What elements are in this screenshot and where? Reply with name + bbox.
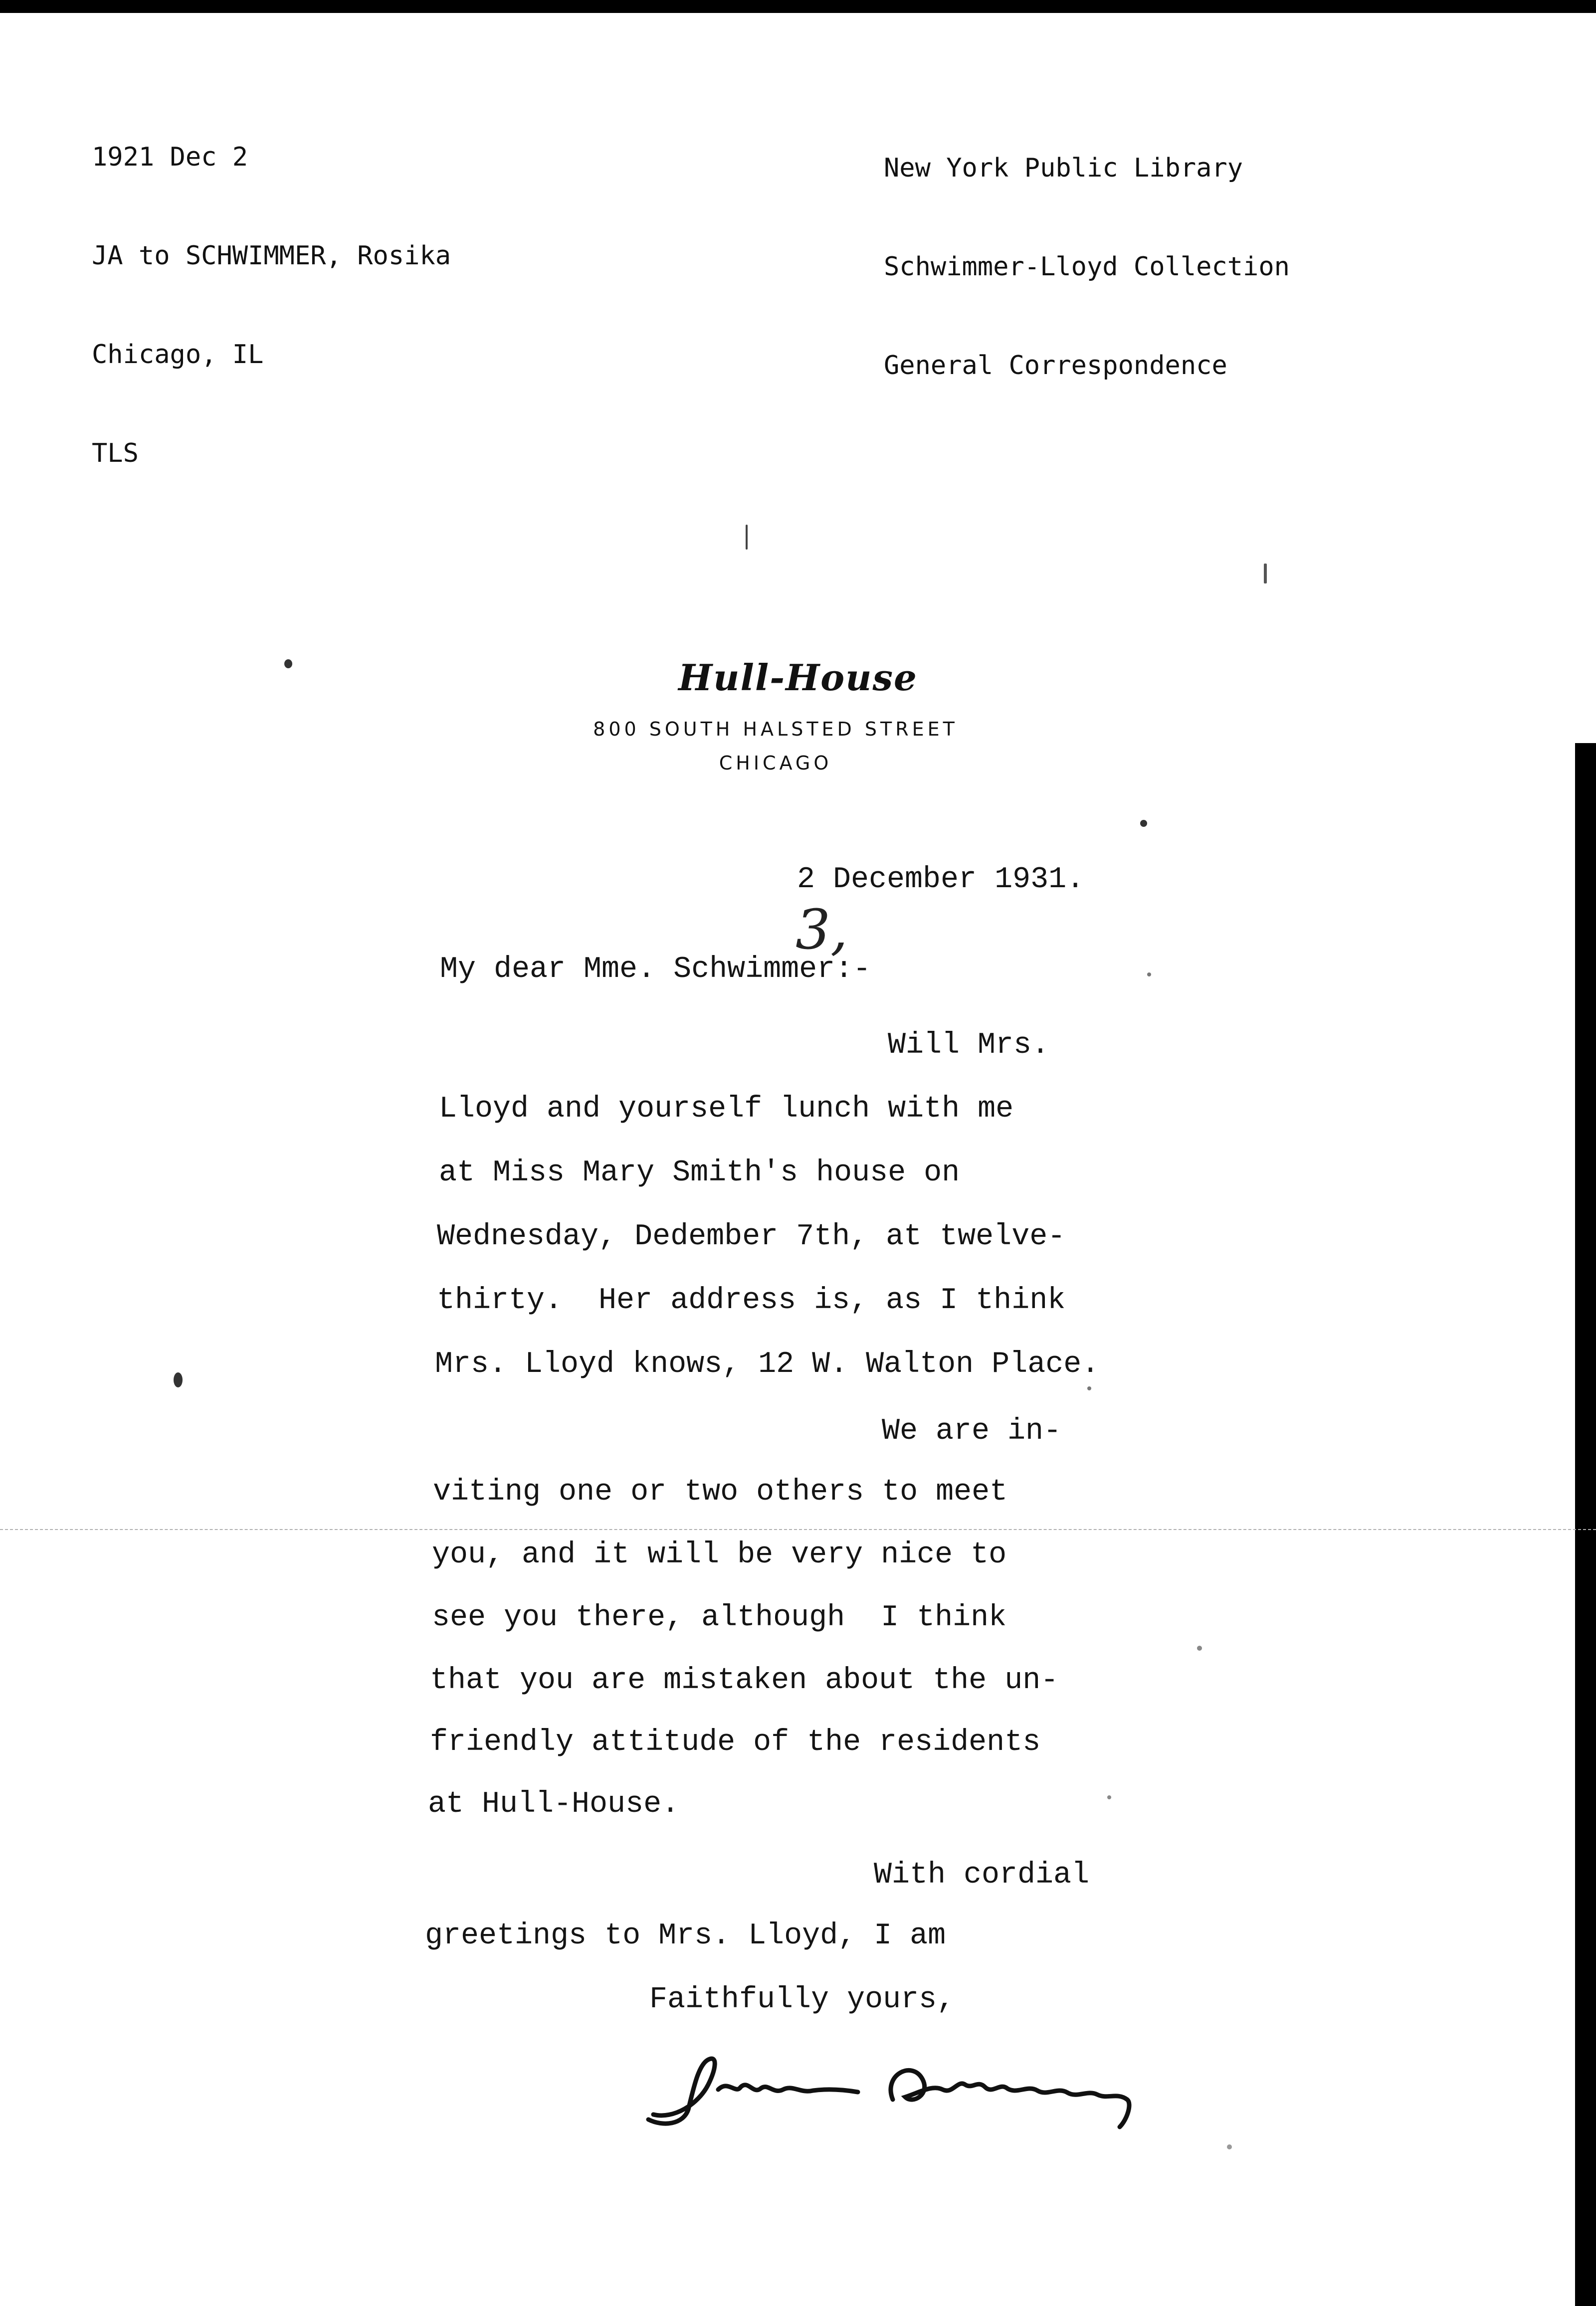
catalog-metadata-right xyxy=(884,86,1290,415)
catalog-series: General Correspondence xyxy=(884,351,1227,381)
letter-line: see you there, although I think xyxy=(432,1601,1007,1635)
letter-line: you, and it will be very nice to xyxy=(432,1538,1007,1572)
scan-speck xyxy=(174,1372,183,1387)
letterhead-name: Hull-House xyxy=(678,656,918,699)
letter-line: friendly attitude of the residents xyxy=(430,1726,1041,1759)
date-correction-mark: 3, xyxy=(796,898,848,961)
scan-right-border xyxy=(1575,743,1596,2306)
letter-line: greetings to Mrs. Lloyd, I am xyxy=(425,1919,946,1953)
letter-line: Lloyd and yourself lunch with me xyxy=(439,1092,1014,1126)
letter-line: Wednesday, Dedember 7th, at twelve- xyxy=(437,1220,1066,1254)
letter-line: viting one or two others to meet xyxy=(433,1475,1008,1509)
catalog-repository: New York Public Library xyxy=(884,153,1243,183)
scan-speck xyxy=(1107,1795,1111,1799)
letter-closing: Faithfully yours, xyxy=(649,1983,955,2017)
handwritten-signature xyxy=(633,2045,1152,2134)
scan-speck xyxy=(1087,1386,1091,1390)
scan-speck xyxy=(746,525,748,550)
letter-date: 2 December 1931. xyxy=(797,863,1085,897)
paper-fold-line xyxy=(0,1529,1596,1530)
catalog-collection: Schwimmer-Lloyd Collection xyxy=(884,252,1290,282)
scan-speck xyxy=(1264,564,1267,583)
letter-line: Will Mrs. xyxy=(888,1028,1050,1062)
scan-top-border xyxy=(0,0,1596,13)
catalog-place: Chicago, IL xyxy=(92,340,264,370)
scan-speck xyxy=(284,659,292,668)
catalog-type: TLS xyxy=(92,438,139,468)
letter-line: at Miss Mary Smith's house on xyxy=(439,1156,960,1190)
letter-line: that you are mistaken about the un- xyxy=(430,1664,1059,1698)
letter-line: Mrs. Lloyd knows, 12 W. Walton Place. xyxy=(435,1347,1100,1381)
letterhead-city: CHICAGO xyxy=(719,752,832,774)
letter-line: With cordial xyxy=(874,1858,1090,1892)
letter-line: at Hull-House. xyxy=(428,1787,680,1821)
letter-salutation: My dear Mme. Schwimmer:- xyxy=(440,953,871,986)
scan-speck xyxy=(1140,820,1147,827)
catalog-date: 1921 Dec 2 xyxy=(92,142,248,172)
letter-line: thirty. Her address is, as I think xyxy=(437,1284,1066,1318)
catalog-correspondents: JA to SCHWIMMER, Rosika xyxy=(92,241,451,271)
scan-speck xyxy=(1147,972,1151,976)
scan-speck xyxy=(1227,2144,1232,2149)
letterhead-street: 800 SOUTH HALSTED STREET xyxy=(593,718,958,740)
letter-line: We are in- xyxy=(882,1414,1062,1448)
scan-speck xyxy=(1197,1646,1202,1651)
catalog-metadata-left xyxy=(92,75,451,503)
